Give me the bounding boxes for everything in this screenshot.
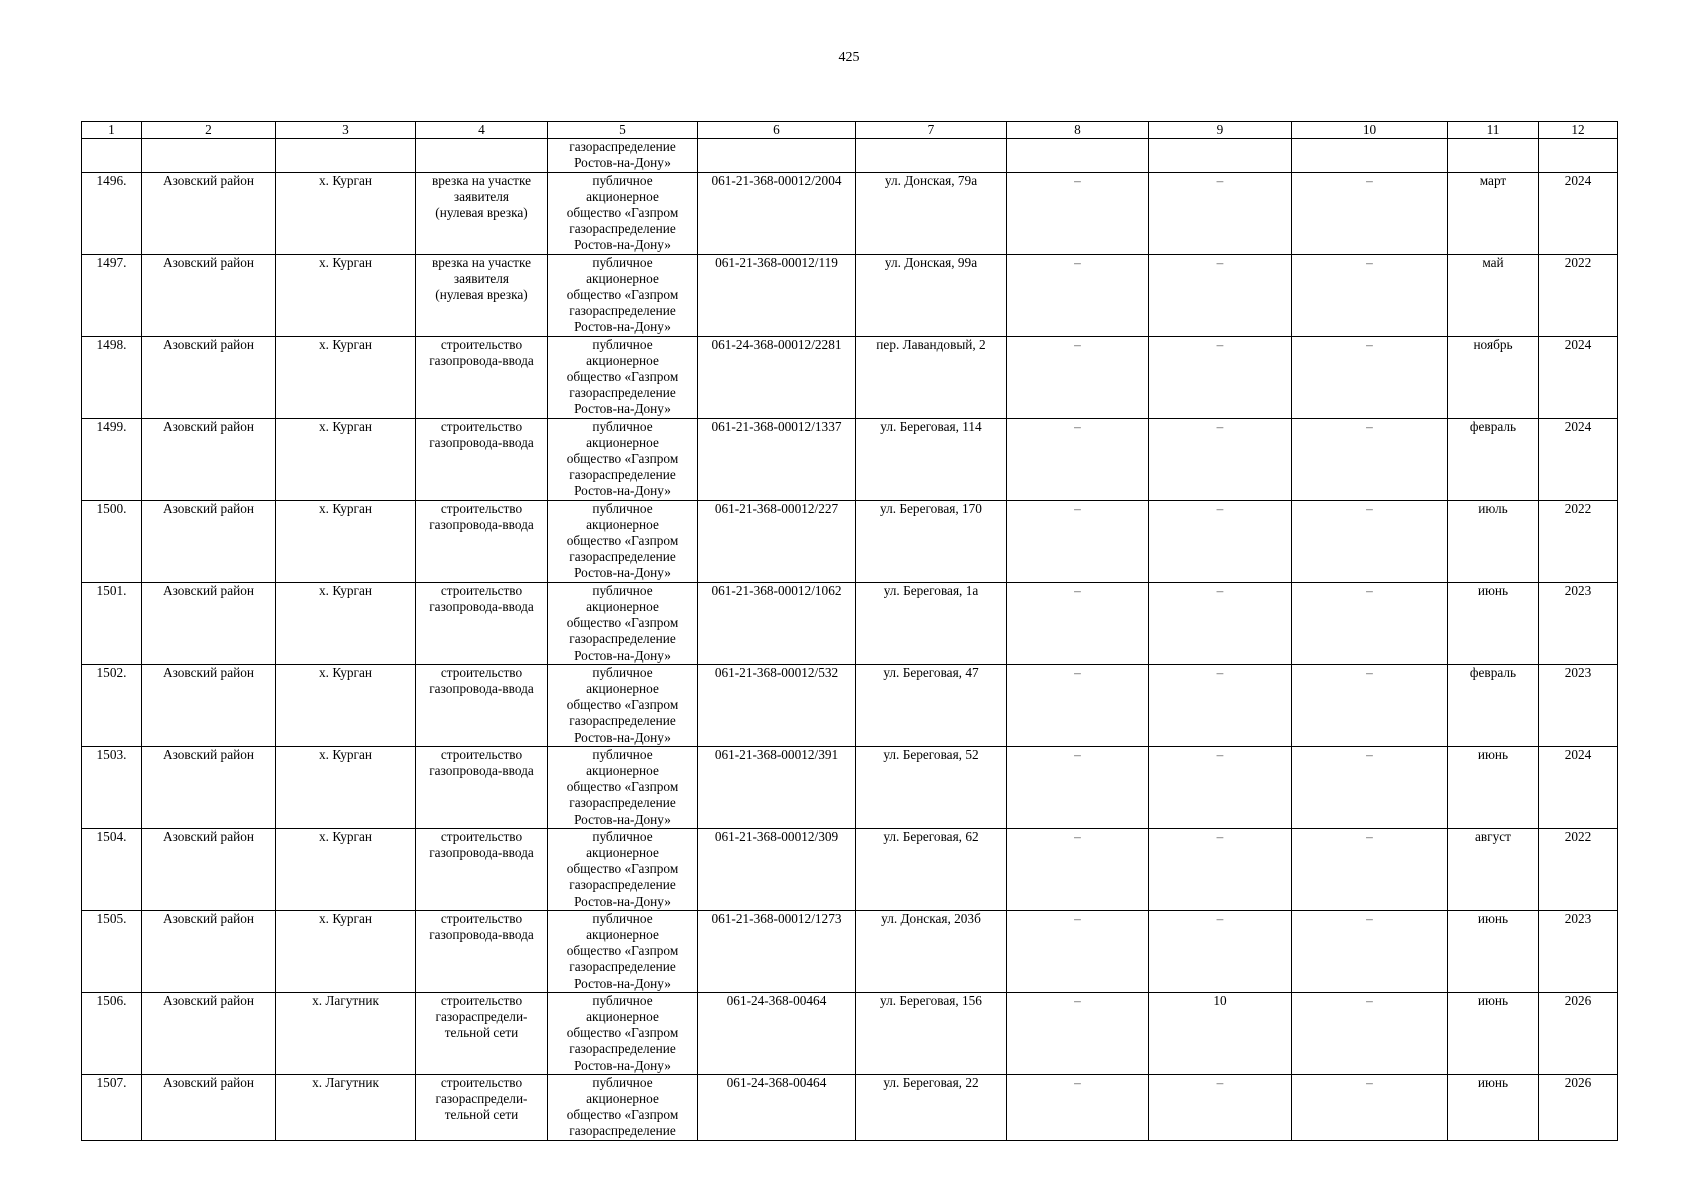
organization-cell: газораспределение Ростов-на-Дону» [548,139,698,172]
address-cell: ул. Донская, 203б [856,910,1007,992]
address-cell: ул. Береговая, 47 [856,664,1007,746]
work-type-cell: строительство газопровода-ввода [416,582,548,664]
month-cell: июнь [1448,992,1539,1074]
work-type-cell: строительство газопровода-ввода [416,500,548,582]
code-cell: 061-21-368-00012/309 [698,828,856,910]
address-cell: ул. Береговая, 170 [856,500,1007,582]
column-header: 6 [698,122,856,139]
column-10-cell: – [1292,582,1448,664]
empty-cell [856,139,1007,172]
year-cell: 2026 [1539,1074,1618,1140]
column-10-cell: – [1292,254,1448,336]
column-10-cell: – [1292,992,1448,1074]
locality-cell: х. Курган [276,500,416,582]
continuation-row [82,139,1618,172]
column-10-cell: – [1292,336,1448,418]
code-cell: 061-21-368-00012/119 [698,254,856,336]
empty-cell [276,139,416,172]
column-10-cell: – [1292,746,1448,828]
column-10-cell: – [1292,828,1448,910]
column-8-cell: – [1007,418,1149,500]
page-number: 425 [838,50,860,65]
month-cell: июнь [1448,910,1539,992]
empty-cell [1292,139,1448,172]
column-8-cell: – [1007,992,1149,1074]
district-cell: Азовский район [142,746,276,828]
month-cell: август [1448,828,1539,910]
empty-cell [1149,139,1292,172]
organization-cell: публичное акционерное общество «Газпром газораспределение Ростов-на-Дону» [548,500,698,582]
table-row [82,254,1618,336]
district-cell: Азовский район [142,254,276,336]
address-cell: ул. Береговая, 1а [856,582,1007,664]
organization-cell: публичное акционерное общество «Газпром газораспределение Ростов-на-Дону» [548,828,698,910]
column-8-cell: – [1007,336,1149,418]
code-cell: 061-24-368-00464 [698,1074,856,1140]
empty-cell [698,139,856,172]
address-cell: ул. Береговая, 156 [856,992,1007,1074]
work-type-cell: строительство газопровода-ввода [416,418,548,500]
work-type-cell: строительство газораспредели- тельной сети [416,992,548,1074]
organization-cell: публичное акционерное общество «Газпром газораспределение Ростов-на-Дону» [548,254,698,336]
year-cell: 2024 [1539,336,1618,418]
column-9-cell: – [1149,582,1292,664]
column-9-cell: – [1149,254,1292,336]
year-cell: 2024 [1539,746,1618,828]
code-cell: 061-21-368-00012/227 [698,500,856,582]
table-row [82,1074,1618,1140]
address-cell: ул. Донская, 99а [856,254,1007,336]
organization-cell: публичное акционерное общество «Газпром газораспределение Ростов-на-Дону» [548,910,698,992]
organization-cell: публичное акционерное общество «Газпром газораспределение Ростов-на-Дону» [548,582,698,664]
table-row [82,828,1618,910]
empty-cell [82,139,142,172]
row-number-cell: 1499. [82,418,142,500]
code-cell: 061-21-368-00012/1062 [698,582,856,664]
column-8-cell: – [1007,582,1149,664]
work-type-cell: строительство газораспредели- тельной сети [416,1074,548,1140]
column-9-cell: – [1149,336,1292,418]
column-8-cell: – [1007,746,1149,828]
column-header: 2 [142,122,276,139]
month-cell: ноябрь [1448,336,1539,418]
column-header: 7 [856,122,1007,139]
code-cell: 061-21-368-00012/1273 [698,910,856,992]
work-type-cell: строительство газопровода-ввода [416,746,548,828]
work-type-cell: врезка на участке заявителя (нулевая врезка) [416,172,548,254]
table-row [82,664,1618,746]
column-header: 5 [548,122,698,139]
empty-cell [142,139,276,172]
column-header: 12 [1539,122,1618,139]
code-cell: 061-24-368-00012/2281 [698,336,856,418]
district-cell: Азовский район [142,500,276,582]
column-8-cell: – [1007,254,1149,336]
locality-cell: х. Курган [276,828,416,910]
column-9-cell: – [1149,828,1292,910]
column-header: 4 [416,122,548,139]
address-cell: ул. Береговая, 62 [856,828,1007,910]
row-number-cell: 1502. [82,664,142,746]
empty-cell [1448,139,1539,172]
address-cell: ул. Береговая, 22 [856,1074,1007,1140]
table-row [82,418,1618,500]
organization-cell: публичное акционерное общество «Газпром газораспределение Ростов-на-Дону» [548,336,698,418]
column-10-cell: – [1292,418,1448,500]
column-header: 9 [1149,122,1292,139]
row-number-cell: 1498. [82,336,142,418]
work-type-cell: врезка на участке заявителя (нулевая врезка) [416,254,548,336]
year-cell: 2023 [1539,582,1618,664]
table-row [82,172,1618,254]
row-number-cell: 1503. [82,746,142,828]
row-number-cell: 1505. [82,910,142,992]
table-row [82,910,1618,992]
district-cell: Азовский район [142,418,276,500]
year-cell: 2023 [1539,664,1618,746]
column-8-cell: – [1007,910,1149,992]
address-cell: пер. Лавандовый, 2 [856,336,1007,418]
column-9-cell: – [1149,1074,1292,1140]
table-row [82,992,1618,1074]
work-type-cell: строительство газопровода-ввода [416,336,548,418]
district-cell: Азовский район [142,1074,276,1140]
month-cell: июль [1448,500,1539,582]
organization-cell: публичное акционерное общество «Газпром газораспределение Ростов-на-Дону» [548,418,698,500]
district-cell: Азовский район [142,828,276,910]
locality-cell: х. Курган [276,172,416,254]
address-cell: ул. Береговая, 52 [856,746,1007,828]
empty-cell [416,139,548,172]
table-row [82,336,1618,418]
column-8-cell: – [1007,664,1149,746]
locality-cell: х. Курган [276,582,416,664]
locality-cell: х. Курган [276,336,416,418]
month-cell: май [1448,254,1539,336]
row-number-cell: 1506. [82,992,142,1074]
column-8-cell: – [1007,1074,1149,1140]
code-cell: 061-21-368-00012/2004 [698,172,856,254]
address-cell: ул. Береговая, 114 [856,418,1007,500]
organization-cell: публичное акционерное общество «Газпром газораспределение [548,1074,698,1140]
column-9-cell: – [1149,172,1292,254]
column-header: 11 [1448,122,1539,139]
row-number-cell: 1501. [82,582,142,664]
row-number-cell: 1497. [82,254,142,336]
row-number-cell: 1504. [82,828,142,910]
district-cell: Азовский район [142,582,276,664]
column-header: 1 [82,122,142,139]
column-8-cell: – [1007,172,1149,254]
year-cell: 2026 [1539,992,1618,1074]
locality-cell: х. Курган [276,746,416,828]
column-10-cell: – [1292,1074,1448,1140]
organization-cell: публичное акционерное общество «Газпром газораспределение Ростов-на-Дону» [548,746,698,828]
locality-cell: х. Курган [276,418,416,500]
column-9-cell: – [1149,910,1292,992]
district-cell: Азовский район [142,992,276,1074]
code-cell: 061-21-368-00012/532 [698,664,856,746]
column-header: 3 [276,122,416,139]
year-cell: 2022 [1539,500,1618,582]
month-cell: июнь [1448,746,1539,828]
table-row [82,582,1618,664]
column-9-cell: – [1149,746,1292,828]
work-type-cell: строительство газопровода-ввода [416,910,548,992]
code-cell: 061-24-368-00464 [698,992,856,1074]
year-cell: 2024 [1539,172,1618,254]
column-8-cell: – [1007,828,1149,910]
row-number-cell: 1496. [82,172,142,254]
column-9-cell: 10 [1149,992,1292,1074]
column-header: 10 [1292,122,1448,139]
empty-cell [1007,139,1149,172]
locality-cell: х. Курган [276,910,416,992]
column-9-cell: – [1149,418,1292,500]
district-cell: Азовский район [142,172,276,254]
locality-cell: х. Курган [276,664,416,746]
address-cell: ул. Донская, 79а [856,172,1007,254]
row-number-cell: 1507. [82,1074,142,1140]
column-10-cell: – [1292,172,1448,254]
code-cell: 061-21-368-00012/391 [698,746,856,828]
column-header: 8 [1007,122,1149,139]
month-cell: июнь [1448,1074,1539,1140]
year-cell: 2022 [1539,254,1618,336]
column-10-cell: – [1292,500,1448,582]
header-row [82,122,1618,139]
column-9-cell: – [1149,500,1292,582]
month-cell: июнь [1448,582,1539,664]
year-cell: 2024 [1539,418,1618,500]
locality-cell: х. Лагутник [276,992,416,1074]
locality-cell: х. Курган [276,254,416,336]
district-cell: Азовский район [142,336,276,418]
district-cell: Азовский район [142,910,276,992]
table-row [82,500,1618,582]
month-cell: февраль [1448,664,1539,746]
data-table [81,121,1618,1141]
month-cell: март [1448,172,1539,254]
year-cell: 2022 [1539,828,1618,910]
year-cell: 2023 [1539,910,1618,992]
organization-cell: публичное акционерное общество «Газпром газораспределение Ростов-на-Дону» [548,992,698,1074]
column-9-cell: – [1149,664,1292,746]
column-10-cell: – [1292,910,1448,992]
organization-cell: публичное акционерное общество «Газпром газораспределение Ростов-на-Дону» [548,172,698,254]
month-cell: февраль [1448,418,1539,500]
organization-cell: публичное акционерное общество «Газпром газораспределение Ростов-на-Дону» [548,664,698,746]
column-8-cell: – [1007,500,1149,582]
code-cell: 061-21-368-00012/1337 [698,418,856,500]
row-number-cell: 1500. [82,500,142,582]
empty-cell [1539,139,1618,172]
table-row [82,746,1618,828]
work-type-cell: строительство газопровода-ввода [416,664,548,746]
district-cell: Азовский район [142,664,276,746]
work-type-cell: строительство газопровода-ввода [416,828,548,910]
column-10-cell: – [1292,664,1448,746]
locality-cell: х. Лагутник [276,1074,416,1140]
